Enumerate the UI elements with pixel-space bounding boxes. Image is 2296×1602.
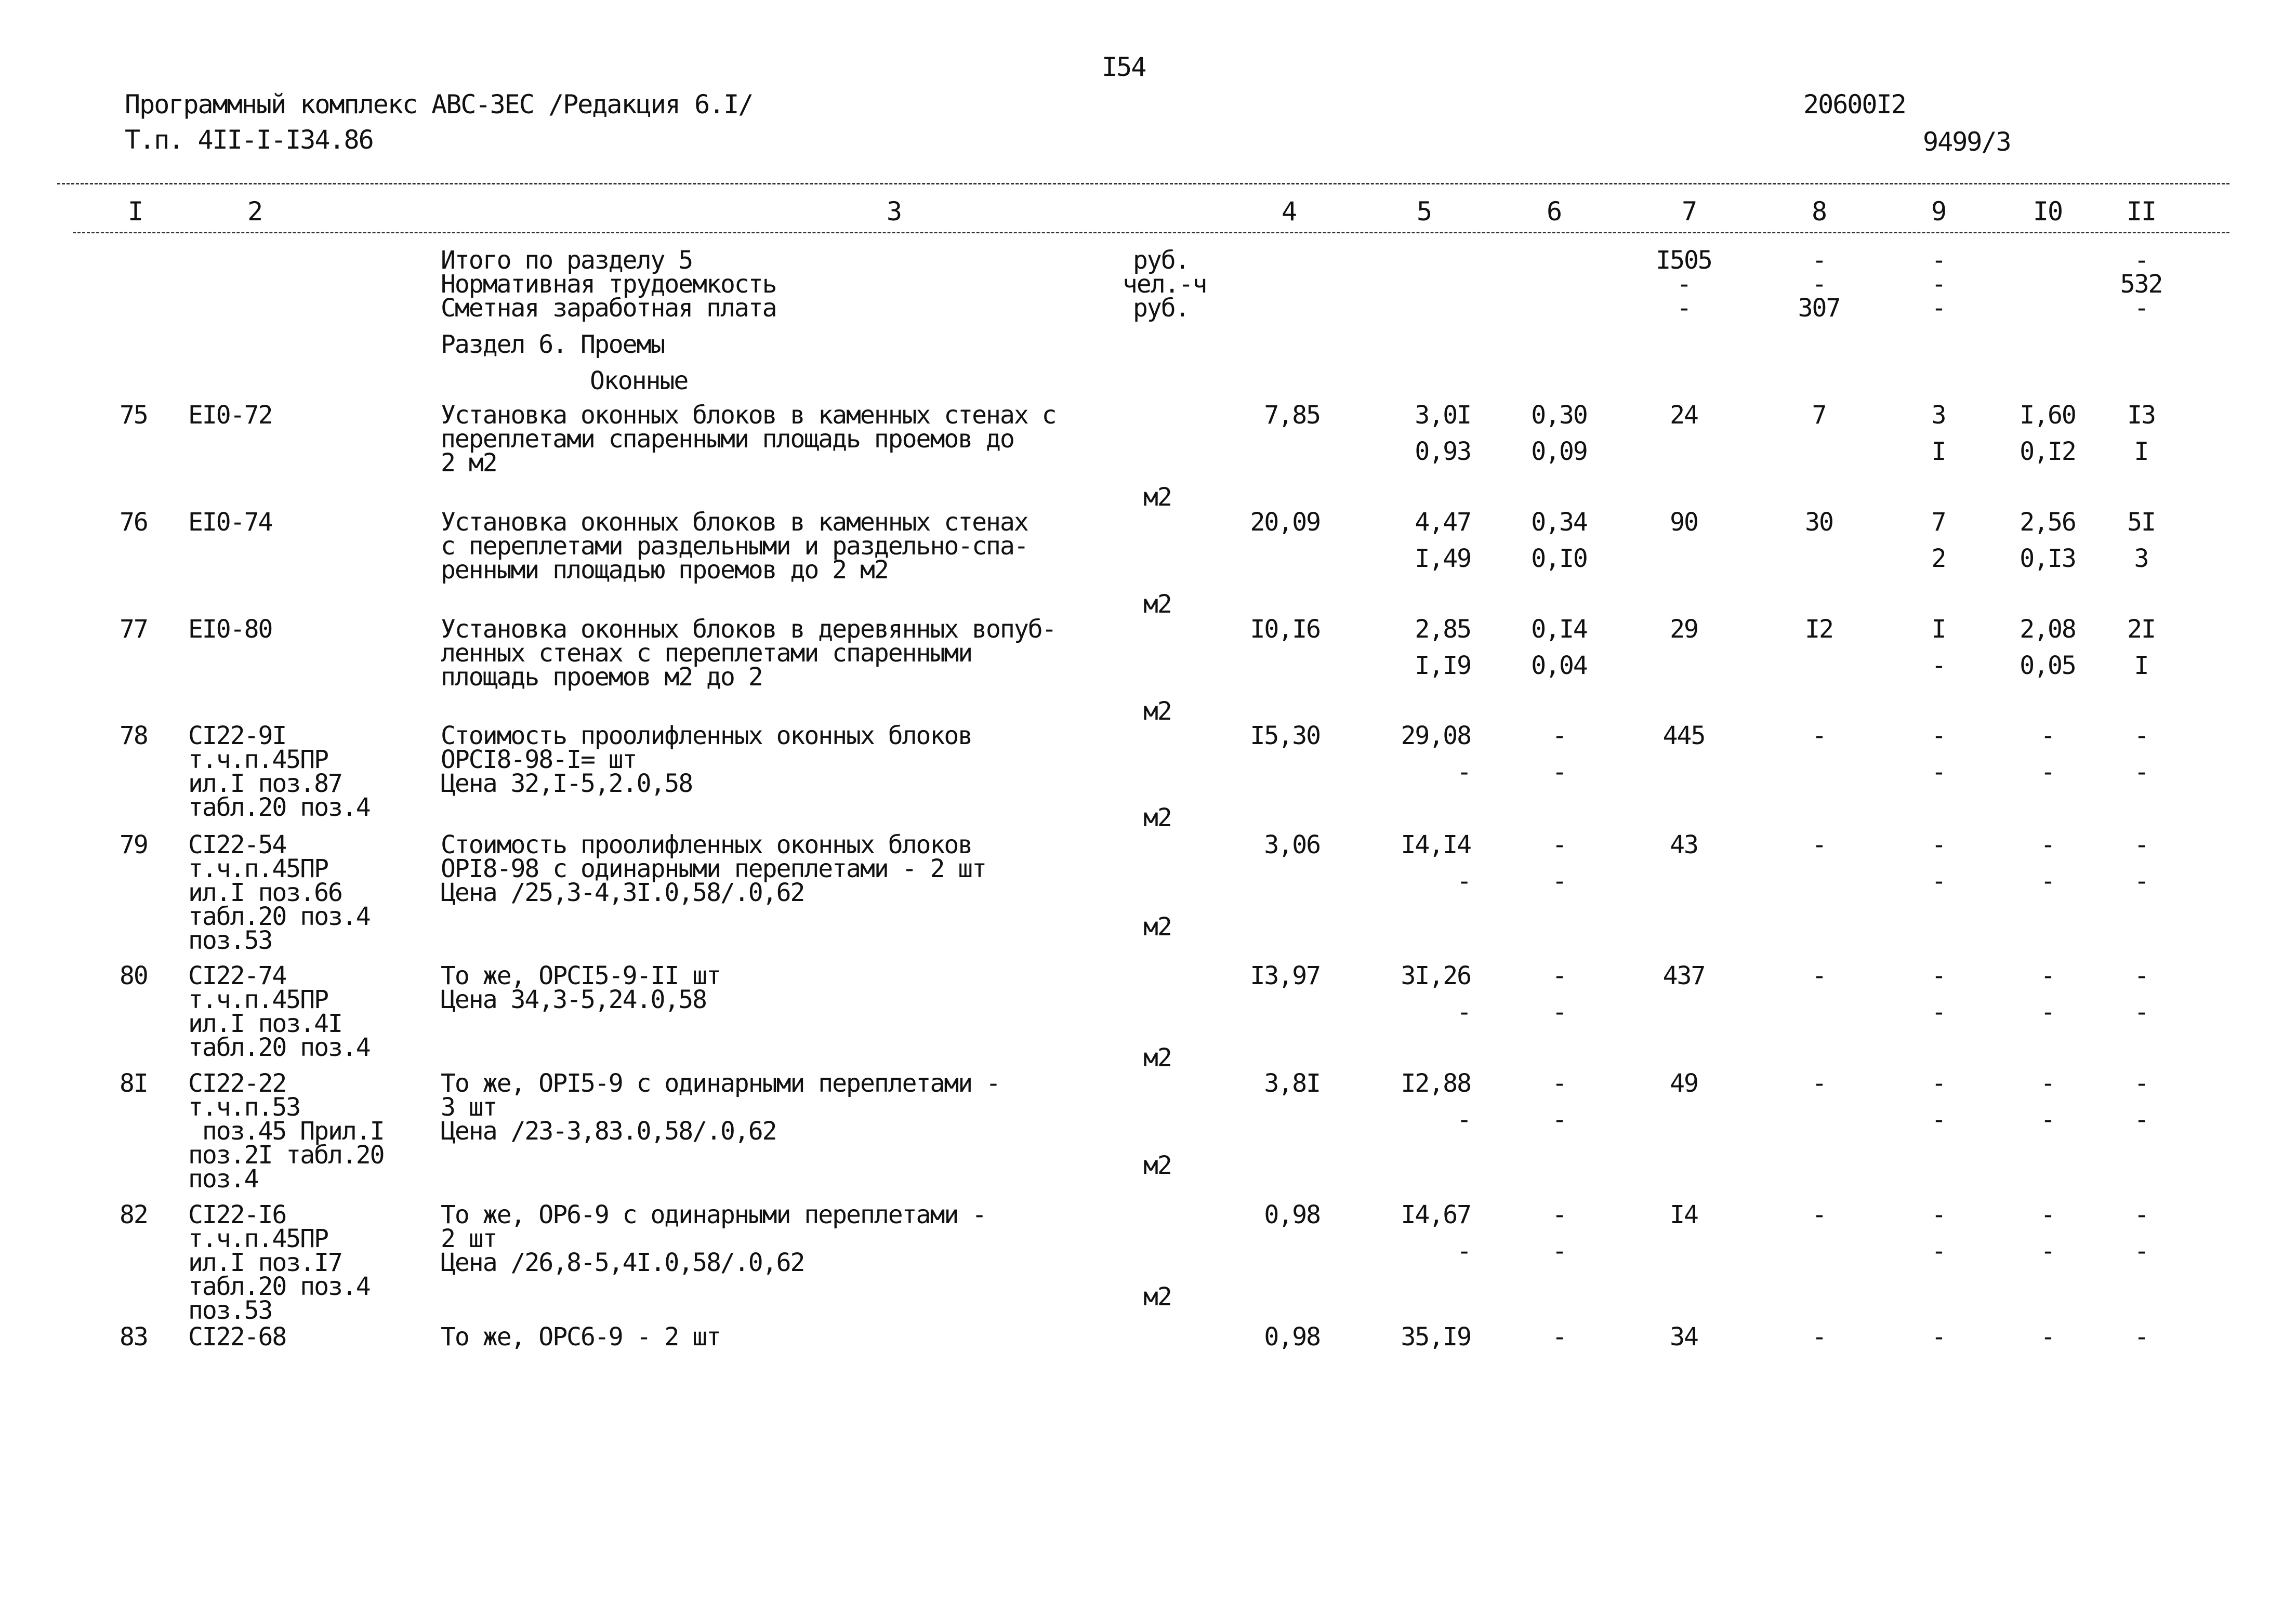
labor-unit-value: 2,08 [2020, 615, 2076, 644]
document-code: 20600I2 [1803, 89, 1906, 120]
labor-total-value: - [2134, 1069, 2148, 1098]
machine-total-value: 3 [1931, 401, 1946, 430]
project-title: Т.п. 4II-I-I34.86 [125, 125, 373, 155]
unit-cost-wage-value: I,I9 [1415, 651, 1471, 680]
summary-value: - [1812, 270, 1826, 299]
unit-cost-value: 3,0I [1415, 401, 1471, 430]
column-number: 3 [886, 196, 902, 227]
work-description: То же, ОР6-9 с одинарными переплетами - 2 шт Цена /26,8-5,4I.0,58/.0,62 [441, 1200, 986, 1277]
unit-cost-wage-value: I,49 [1415, 544, 1471, 573]
machine-total-value: I [1931, 615, 1946, 644]
price-code: EI0-80 [188, 615, 272, 644]
labor-machine-total-value: I [2134, 437, 2148, 466]
machine-total-value: - [1931, 830, 1946, 859]
summary-value: - [2134, 246, 2148, 275]
labor-unit-value: - [2040, 1069, 2055, 1098]
quantity-value: 20,09 [1250, 508, 1320, 537]
labor-machine-total-value: - [2134, 998, 2148, 1027]
machine-wage-value: - [1552, 998, 1566, 1027]
machine-wage-value: 0,09 [1531, 437, 1587, 466]
machine-total-value: - [1931, 1322, 1946, 1352]
labor-machine-unit-value: 0,05 [2020, 651, 2076, 680]
machine-wage-value: - [1552, 867, 1566, 896]
quantity-value: 3,06 [1264, 830, 1320, 859]
labor-machine-total-value: - [2134, 1105, 2148, 1134]
total-cost-value: 43 [1670, 830, 1698, 859]
wage-total-value: I2 [1805, 615, 1833, 644]
total-cost-value: 24 [1670, 401, 1698, 430]
machine-cost-value: - [1552, 721, 1566, 750]
work-description: Установка оконных блоков в каменных стенах с переплетами раздельными и раздельно-спа- ренными площадью проемов до 2 м2 [441, 508, 1028, 585]
summary-label: Нормативная трудоемкость [441, 270, 776, 299]
labor-total-value: I3 [2127, 401, 2155, 430]
summary-unit: руб. [1133, 246, 1189, 275]
machine-cost-value: - [1552, 961, 1566, 990]
labor-machine-unit-value: - [2040, 867, 2055, 896]
machine-wage-total-value: I [1931, 437, 1946, 466]
machine-wage-value: 0,04 [1531, 651, 1587, 680]
wage-total-value: - [1812, 830, 1826, 859]
price-code: CI22-54 т.ч.п.45ПР ил.I поз.66 табл.20 поз.4 поз.53 [188, 830, 370, 955]
labor-machine-total-value: 3 [2134, 544, 2148, 573]
labor-total-value: - [2134, 961, 2148, 990]
unit-cost-value: I4,67 [1401, 1200, 1471, 1229]
unit-label: м2 [1143, 1282, 1171, 1312]
wage-total-value: 30 [1805, 508, 1833, 537]
price-code: CI22-68 [188, 1322, 286, 1352]
unit-cost-wage-value: - [1457, 758, 1471, 787]
unit-cost-wage-value: - [1457, 1105, 1471, 1134]
machine-cost-value: - [1552, 830, 1566, 859]
labor-machine-unit-value: - [2040, 1237, 2055, 1266]
labor-machine-unit-value: - [2040, 998, 2055, 1027]
summary-value: - [1812, 246, 1826, 275]
machine-wage-value: - [1552, 1237, 1566, 1266]
row-number: 75 [120, 401, 148, 430]
price-code: CI22-74 т.ч.п.45ПР ил.I поз.4I табл.20 поз.4 [188, 961, 370, 1062]
price-code: EI0-74 [188, 508, 272, 537]
labor-unit-value: - [2040, 961, 2055, 990]
total-cost-value: 90 [1670, 508, 1698, 537]
machine-wage-total-value: - [1931, 1105, 1946, 1134]
section-title: Раздел 6. Проемы [441, 330, 665, 359]
row-number: 83 [120, 1322, 148, 1352]
price-code: CI22-22 т.ч.п.53 поз.45 Прил.I поз.2I табл.20 поз.4 [188, 1069, 384, 1194]
quantity-value: 7,85 [1264, 401, 1320, 430]
labor-machine-unit-value: - [2040, 1105, 2055, 1134]
machine-wage-total-value: - [1931, 867, 1946, 896]
unit-cost-wage-value: - [1457, 867, 1471, 896]
unit-cost-wage-value: - [1457, 998, 1471, 1027]
labor-total-value: - [2134, 1200, 2148, 1229]
total-cost-value: I4 [1670, 1200, 1698, 1229]
unit-cost-value: I4,I4 [1401, 830, 1471, 859]
labor-unit-value: - [2040, 721, 2055, 750]
unit-cost-value: 35,I9 [1401, 1322, 1471, 1352]
wage-total-value: - [1812, 721, 1826, 750]
unit-cost-value: 29,08 [1401, 721, 1471, 750]
machine-cost-value: - [1552, 1322, 1566, 1352]
machine-wage-total-value: - [1931, 651, 1946, 680]
column-number: 8 [1811, 196, 1827, 227]
wage-total-value: 7 [1812, 401, 1826, 430]
summary-label: Итого по разделу 5 [441, 246, 693, 275]
machine-wage-value: - [1552, 758, 1566, 787]
quantity-value: 0,98 [1264, 1322, 1320, 1352]
machine-cost-value: 0,34 [1531, 508, 1587, 537]
summary-value: - [1931, 270, 1946, 299]
labor-unit-value: 2,56 [2020, 508, 2076, 537]
labor-unit-value: - [2040, 1322, 2055, 1352]
labor-unit-value: - [2040, 1200, 2055, 1229]
unit-cost-value: 2,85 [1415, 615, 1471, 644]
labor-machine-total-value: - [2134, 1237, 2148, 1266]
wage-total-value: - [1812, 961, 1826, 990]
summary-value: 307 [1798, 294, 1840, 323]
machine-total-value: 7 [1931, 508, 1946, 537]
column-number: II [2126, 196, 2156, 227]
column-number: 7 [1681, 196, 1697, 227]
machine-cost-value: 0,I4 [1531, 615, 1587, 644]
unit-label: м2 [1143, 912, 1171, 942]
labor-unit-value: - [2040, 830, 2055, 859]
work-description: То же, ОРСI5-9-II шт Цена 34,3-5,24.0,58 [441, 961, 720, 1014]
column-number: 4 [1281, 196, 1297, 227]
labor-machine-total-value: - [2134, 867, 2148, 896]
subsection-title: Оконные [590, 366, 688, 395]
row-number: 82 [120, 1200, 148, 1229]
labor-machine-total-value: I [2134, 651, 2148, 680]
total-cost-value: 437 [1662, 961, 1705, 990]
header-bottom-rule [73, 232, 2229, 233]
unit-label: м2 [1143, 1043, 1171, 1073]
work-description: То же, ОРI5-9 с одинарными переплетами - 3 шт Цена /23-3,83.0,58/.0,62 [441, 1069, 1000, 1146]
quantity-value: 0,98 [1264, 1200, 1320, 1229]
column-number: 5 [1416, 196, 1432, 227]
summary-value: - [1931, 294, 1946, 323]
unit-cost-value: 3I,26 [1401, 961, 1471, 990]
quantity-value: I3,97 [1250, 961, 1320, 990]
summary-unit: руб. [1133, 294, 1189, 323]
labor-total-value: - [2134, 1322, 2148, 1352]
row-number: 76 [120, 508, 148, 537]
page-number: I54 [1102, 52, 1146, 82]
total-cost-value: 49 [1670, 1069, 1698, 1098]
labor-machine-unit-value: - [2040, 758, 2055, 787]
machine-wage-value: - [1552, 1105, 1566, 1134]
machine-cost-value: 0,30 [1531, 401, 1587, 430]
row-number: 79 [120, 830, 148, 859]
work-description: Стоимость проолифленных оконных блоков ОРI8-98 с одинарными переплетами - 2 шт Цена /25,3-4,3I.0,58/.0,62 [441, 830, 986, 907]
total-cost-value: 445 [1662, 721, 1705, 750]
price-code: CI22-9I т.ч.п.45ПР ил.I поз.87 табл.20 поз.4 [188, 721, 370, 822]
unit-label: м2 [1143, 803, 1171, 832]
machine-wage-total-value: - [1931, 998, 1946, 1027]
work-description: Установка оконных блоков в каменных стенах с переплетами спаренными площадь проемов до 2 м2 [441, 401, 1056, 478]
machine-wage-total-value: - [1931, 758, 1946, 787]
labor-total-value: - [2134, 830, 2148, 859]
total-cost-value: 34 [1670, 1322, 1698, 1352]
unit-cost-wage-value: - [1457, 1237, 1471, 1266]
machine-wage-total-value: - [1931, 1237, 1946, 1266]
total-cost-value: 29 [1670, 615, 1698, 644]
program-title: Программный комплекс АВС-ЗЕС /Редакция 6.I/ [125, 89, 753, 120]
summary-value: 532 [2120, 270, 2162, 299]
labor-machine-unit-value: 0,I3 [2020, 544, 2076, 573]
wage-total-value: - [1812, 1322, 1826, 1352]
wage-total-value: - [1812, 1200, 1826, 1229]
row-number: 78 [120, 721, 148, 750]
labor-total-value: 2I [2127, 615, 2155, 644]
price-code: CI22-I6 т.ч.п.45ПР ил.I поз.I7 табл.20 поз.4 поз.53 [188, 1200, 370, 1325]
summary-value: - [1931, 246, 1946, 275]
machine-total-value: - [1931, 961, 1946, 990]
unit-label: м2 [1143, 697, 1171, 726]
work-description: Установка оконных блоков в деревянных вопуб- ленных стенах с переплетами спаренными площадь проемов м2 до 2 [441, 615, 1056, 692]
machine-wage-value: 0,I0 [1531, 544, 1587, 573]
unit-label: м2 [1143, 590, 1171, 619]
machine-total-value: - [1931, 1069, 1946, 1098]
price-code: EI0-72 [188, 401, 272, 430]
quantity-value: I5,30 [1250, 721, 1320, 750]
row-number: 77 [120, 615, 148, 644]
machine-total-value: - [1931, 721, 1946, 750]
summary-value: - [1677, 270, 1691, 299]
work-description: Стоимость проолифленных оконных блоков ОРСI8-98-I= шт Цена 32,I-5,2.0,58 [441, 721, 972, 798]
labor-total-value: - [2134, 721, 2148, 750]
machine-total-value: - [1931, 1200, 1946, 1229]
unit-label: м2 [1143, 483, 1171, 512]
summary-value: - [2134, 294, 2148, 323]
unit-cost-value: 4,47 [1415, 508, 1471, 537]
unit-label: м2 [1143, 1151, 1171, 1180]
summary-value: - [1677, 294, 1691, 323]
unit-cost-value: I2,88 [1401, 1069, 1471, 1098]
row-number: 80 [120, 961, 148, 990]
row-number: 8I [120, 1069, 148, 1098]
column-number: 2 [247, 196, 262, 227]
summary-unit: чел.-ч [1123, 270, 1207, 299]
column-number: I0 [2033, 196, 2063, 227]
machine-cost-value: - [1552, 1069, 1566, 1098]
labor-machine-unit-value: 0,I2 [2020, 437, 2076, 466]
work-description: То же, ОРС6-9 - 2 шт [441, 1322, 720, 1352]
quantity-value: 3,8I [1264, 1069, 1320, 1098]
column-number: 9 [1931, 196, 1946, 227]
labor-total-value: 5I [2127, 508, 2155, 537]
wage-total-value: - [1812, 1069, 1826, 1098]
column-number: I [127, 196, 143, 227]
summary-label: Сметная заработная плата [441, 294, 776, 323]
unit-cost-wage-value: 0,93 [1415, 437, 1471, 466]
labor-machine-total-value: - [2134, 758, 2148, 787]
summary-value: I505 [1656, 246, 1712, 275]
quantity-value: I0,I6 [1250, 615, 1320, 644]
sheet-number: 9499/3 [1923, 127, 2011, 157]
header-top-rule [57, 183, 2229, 184]
machine-wage-total-value: 2 [1931, 544, 1946, 573]
labor-unit-value: I,60 [2020, 401, 2076, 430]
machine-cost-value: - [1552, 1200, 1566, 1229]
column-number: 6 [1546, 196, 1562, 227]
